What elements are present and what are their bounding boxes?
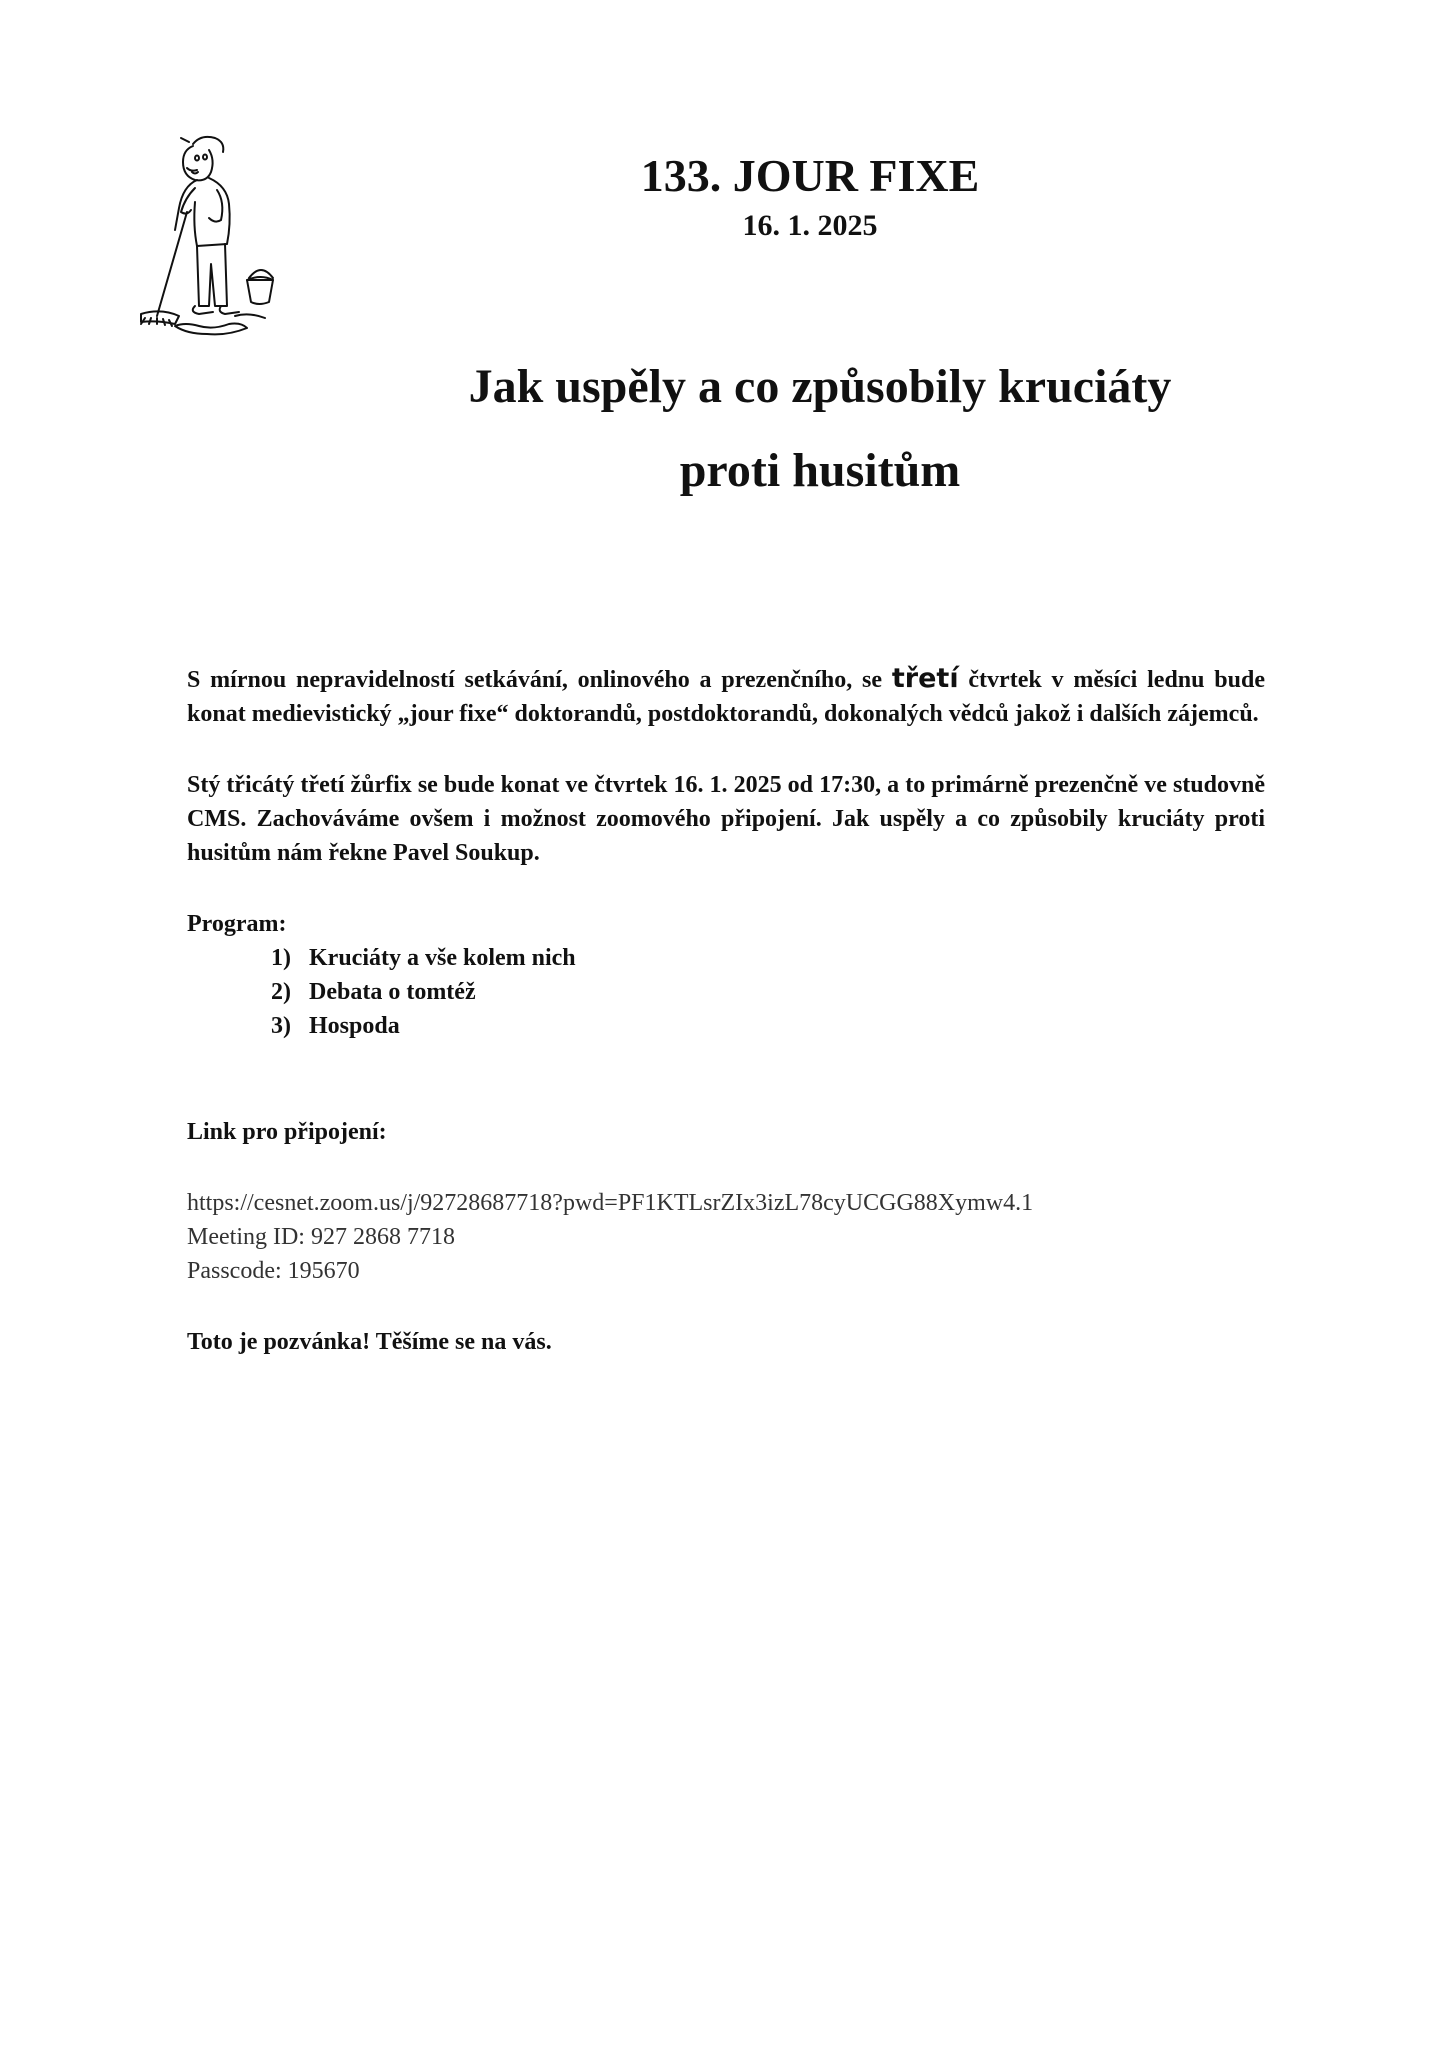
janitor-illustration: [135, 130, 295, 345]
program-item-number: 2): [271, 979, 291, 1005]
event-date: 16. 1. 2025: [742, 209, 878, 242]
program-item: [187, 1009, 1265, 1043]
talk-title-line-1: Jak uspěly a co způsobily kruciáty: [468, 360, 1172, 413]
program-item: [187, 975, 1265, 1009]
intro-text-before: S mírnou nepravidelností setkávání, onlinového a prezenčního, se: [187, 667, 892, 693]
closing-line: Toto je pozvánka! Těšíme se na vás.: [187, 1329, 552, 1355]
details-paragraph: Stý třicátý třetí žůrfix se bude konat ve čtvrtek 16. 1. 2025 od 17:30, a to primárně prezenčně ve studovně CMS. Zachováváme ovšem i možnost zoomového připojení. Jak uspěly a co způsobily kruciáty proti husitům nám řekne Pavel Soukup.: [187, 772, 1265, 866]
talk-title: [300, 345, 1340, 513]
program-list: [187, 941, 1265, 1043]
passcode: Passcode: 195670: [187, 1258, 360, 1284]
program-item-number: 1): [271, 945, 291, 971]
program-item: [187, 941, 1265, 975]
event-title: 133. JOUR FIXE: [640, 150, 980, 201]
program-item-text: Debata o tomtéž: [309, 979, 476, 1005]
program-item-number: 3): [271, 1013, 291, 1039]
program-label: Program:: [187, 911, 287, 937]
meeting-details: [187, 1186, 1265, 1288]
intro-text-after: čtvrtek v měsíci lednu bude konat medievistický „jour fixe“ doktorandů, postdoktorandů, dokonalých vědců jakož i dalších zájemců.: [187, 667, 1266, 727]
program-item-text: Kruciáty a vše kolem nich: [309, 945, 576, 971]
intro-paragraph: [187, 662, 1265, 731]
intro-emphasis: třetí: [891, 663, 959, 694]
connection-label: Link pro připojení:: [187, 1119, 387, 1145]
zoom-link[interactable]: https://cesnet.zoom.us/j/92728687718?pwd=PF1KTLsrZIx3izL78cyUCGG88Xymw4.1: [187, 1190, 1034, 1216]
talk-title-line-2: proti husitům: [679, 444, 961, 497]
program-item-text: Hospoda: [309, 1013, 400, 1039]
meeting-id: Meeting ID: 927 2868 7718: [187, 1224, 455, 1250]
